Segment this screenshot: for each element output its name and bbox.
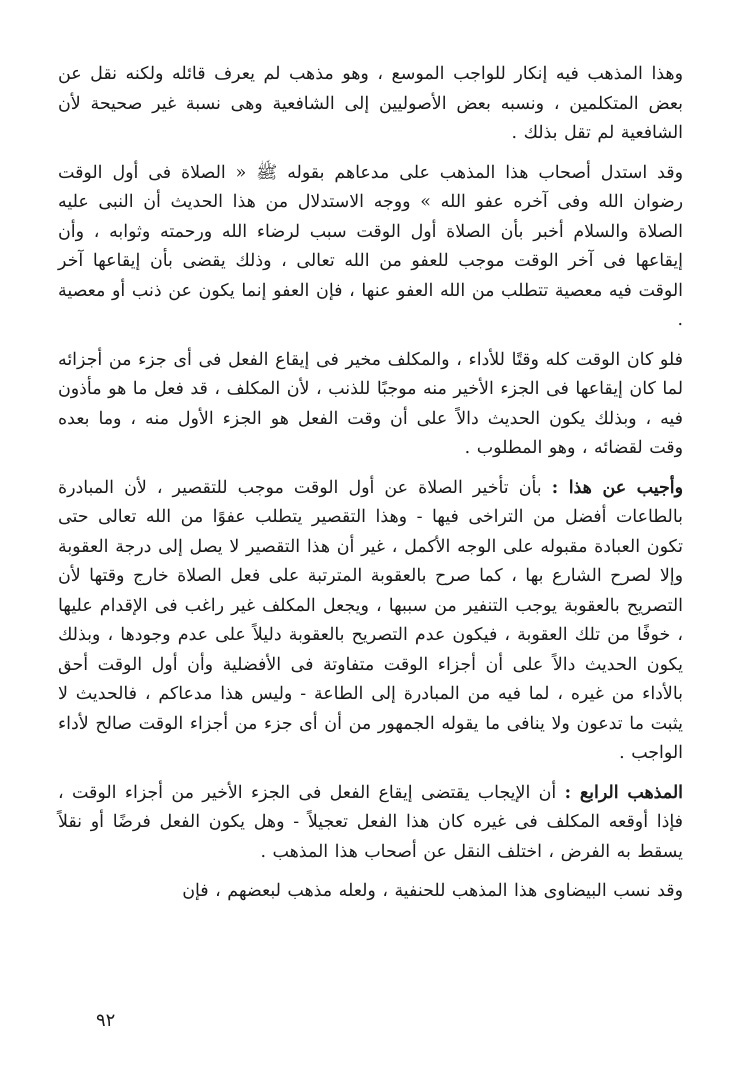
paragraph-5 <box>58 779 683 868</box>
paragraph-text: فلو كان الوقت كله وقتًا للأداء ، والمكلف مخير فى إيقاع الفعل فى أى جزء من أجزائه لما كان إيقاعها فى الجزء الأخير منه موجبًا للذنب ، لأن المكلف ، قد فعل ما هو مأذون فيه ، وبذلك يكون الحديث دالاً على أن وقت الفعل هو الجزء الأول منه ، وما بعده وقت لقضائه ، وهو المطلوب . <box>58 349 683 458</box>
paragraph-2 <box>58 159 683 336</box>
paragraph-6 <box>58 877 683 907</box>
paragraph-text: بأن تأخير الصلاة عن أول الوقت موجب للتقصير ، لأن المبادرة بالطاعات أفضل من التراخى فيها - وهذا التقصير يتطلب عفوًا من الله تعالى حتى تكون العبادة مقبوله على الوجه الأكمل ، غير أن هذا التقصير لا يصل إلى درجة العقوبة وإلا لصرح الشارع بها ، كما صرح بالعقوبة المترتبة على فعل الصلاة خارج وقتها لأن التصريح بالعقوبة يوجب التنفير من سببها ، ويجعل المكلف غير راغب فى الإقدام عليها ، خوفًا من تلك العقوبة ، فيكون عدم التصريح بالعقوبة دليلاً على عدم وجودها ، وبذلك يكون الحديث دالاً على أن أجزاء الوقت متفاوتة فى الأفضلية وأن أول الوقت أحق بالأداء من غيره ، لما فيه من المبادرة إلى الطاعة - وليس هذا مدعاكم ، فالحديث لا يثبت ما تدعون ولا ينافى ما يقوله الجمهور من أن أى جزء من أجزاء الوقت صالح لأداء الواجب . <box>58 477 683 763</box>
paragraph-lead: وأجيب عن هذا : <box>551 477 683 498</box>
page-number: ٩٢ <box>96 1010 116 1031</box>
paragraph-text: وهذا المذهب فيه إنكار للواجب الموسع ، وهو مذهب لم يعرف قائله ولكنه نقل عن بعض المتكلمين ، ونسبه بعض الأصوليين إلى الشافعية وهى نسبة غير صحيحة لأن الشافعية لم تقل بذلك . <box>58 64 683 143</box>
paragraph-4 <box>58 474 683 769</box>
paragraph-1 <box>58 60 683 149</box>
paragraph-3 <box>58 346 683 464</box>
paragraph-text: أن الإيجاب يقتضى إيقاع الفعل فى الجزء الأخير من أجزاء الوقت ، فإذا أوقعه المكلف فى غيره كان هذا الفعل تعجيلاً - وهل يكون الفعل فرضًا أو نقلاً يسقط به الفرض ، اختلف النقل عن أصحاب هذا المذهب . <box>58 782 683 862</box>
paragraph-lead: المذهب الرابع : <box>564 782 683 803</box>
paragraph-text: وقد استدل أصحاب هذا المذهب على مدعاهم بقوله ﷺ « الصلاة فى أول الوقت رضوان الله وفى آخره عفو الله » ووجه الاستدلال من هذا الحديث أن النبى عليه الصلاة والسلام أخبر بأن الصلاة أول الوقت سبب لرضاء الله ورحمته وثوابه ، وأن إيقاعها فى آخر الوقت موجب للعفو من الله تعالى ، وذلك يقضى بأن إيقاعها آخر الوقت فيه معصية تتطلب من الله العفو عنها ، فإن العفو إنما يكون عن ذنب أو معصية . <box>58 162 683 330</box>
paragraph-text: وقد نسب البيضاوى هذا المذهب للحنفية ، ولعله مذهب لبعضهم ، فإن <box>182 881 683 901</box>
